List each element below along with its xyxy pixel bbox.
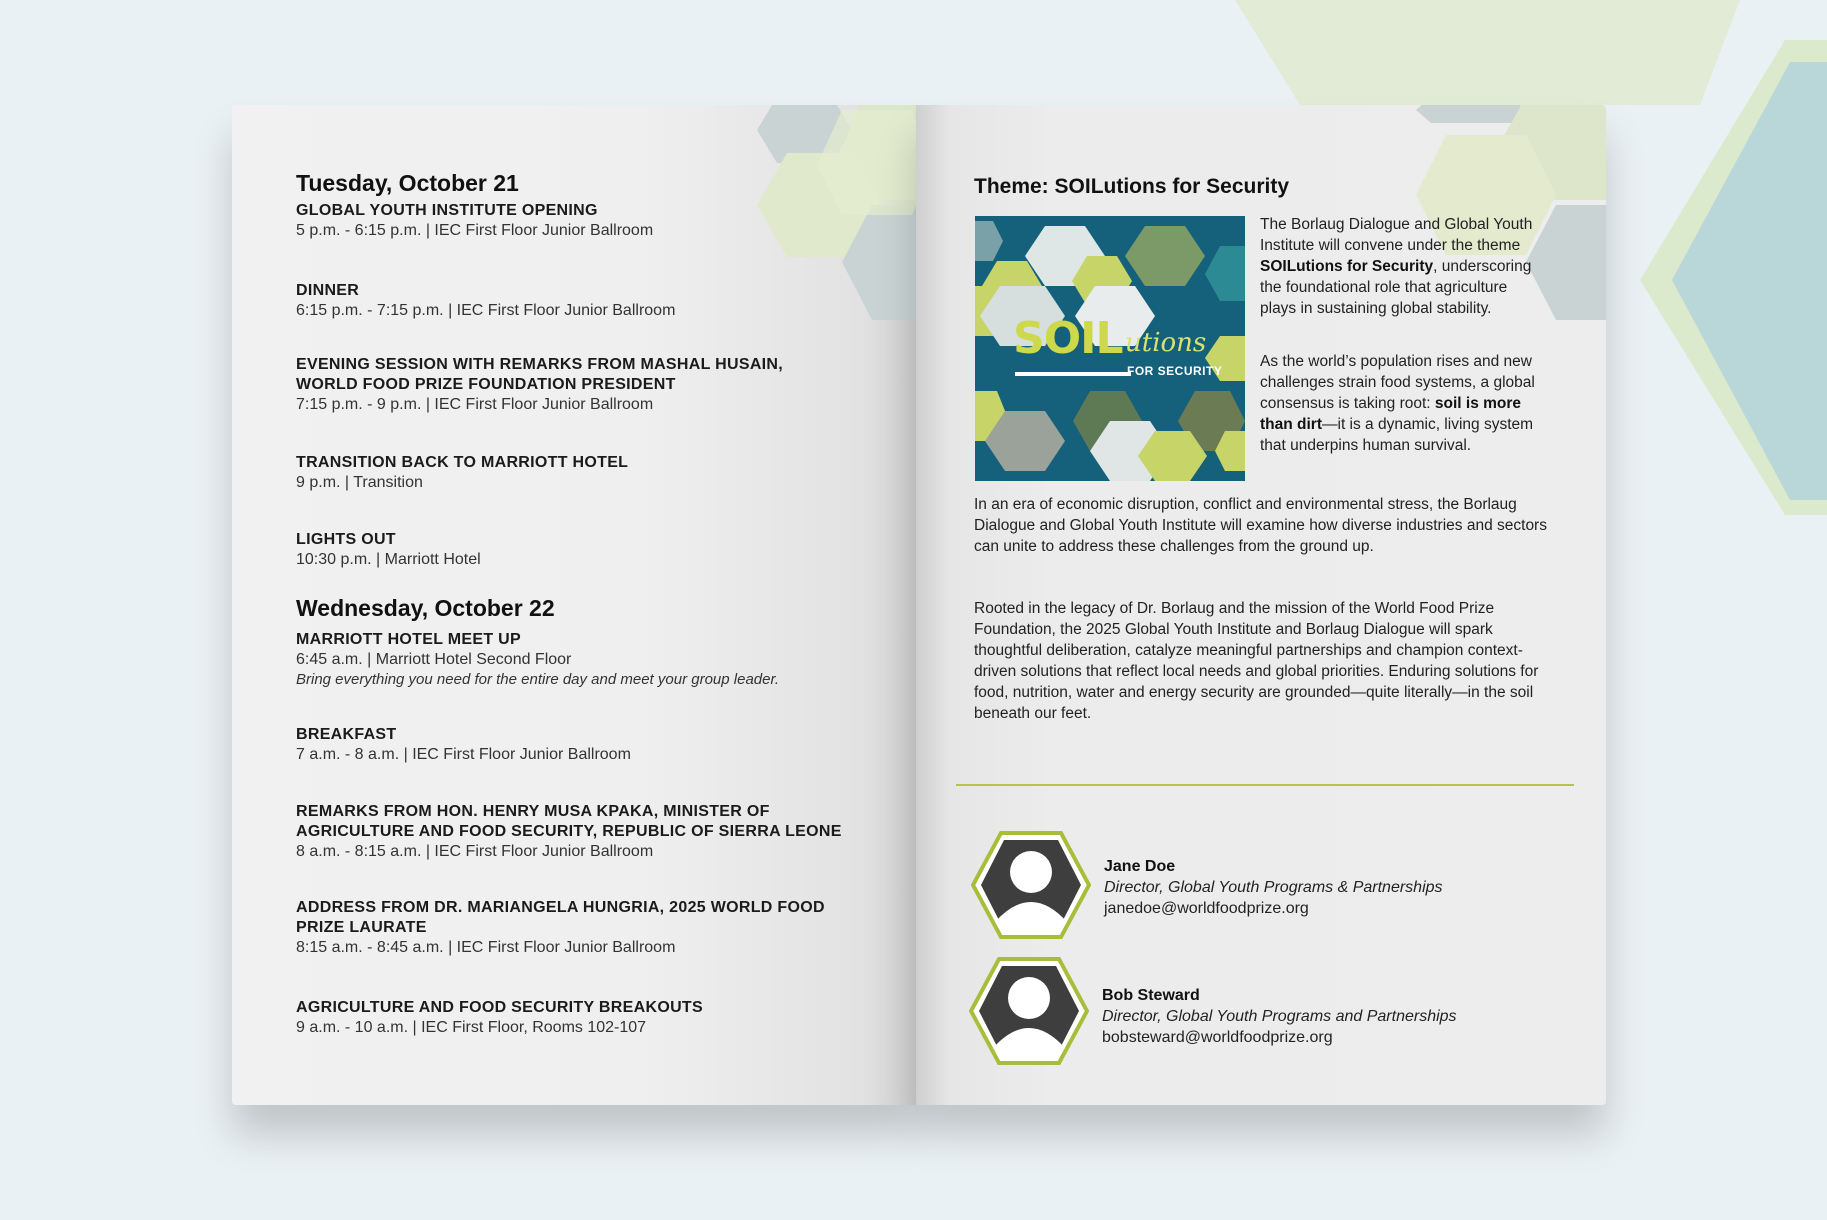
event-title: DINNER xyxy=(296,282,360,299)
theme-paragraph-1: The Borlaug Dialogue and Global Youth Institute will convene under the theme SOILutions for Security, underscoring the foundational role that agriculture plays in sustaining global stability. xyxy=(1260,216,1533,317)
theme-paragraph-4: Rooted in the legacy of Dr. Borlaug and the mission of the World Food Prize Foundation, the 2025 Global Youth Institute and Borlaug Dialogue will spark thoughtful deliberation, catalyze meaningful partnerships and champion context-driven solutions that reflect local needs and global priorities. Enduring solutions for food, nutrition, water and energy security are grounded—quite literally—in the soil beneath our feet. xyxy=(974,600,1539,722)
soil-logo-subtitle: FOR SECURITY xyxy=(1127,364,1223,378)
soilutions-theme-image xyxy=(975,216,1245,481)
agenda-event xyxy=(296,453,856,493)
agenda-event xyxy=(296,530,856,570)
event-time: 7 a.m. - 8 a.m. | IEC First Floor Junior Ballroom xyxy=(296,746,631,763)
avatar-placeholder-icon xyxy=(971,830,1091,940)
event-title: LIGHTS OUT xyxy=(296,531,396,548)
contact-role: Director, Global Youth Programs and Partnerships xyxy=(1102,1008,1457,1025)
agenda-page xyxy=(232,105,916,1105)
event-title: MARRIOTT HOTEL MEET UP xyxy=(296,631,521,648)
event-time: 9 a.m. - 10 a.m. | IEC First Floor, Rooms 102-107 xyxy=(296,1019,647,1036)
event-time: 10:30 p.m. | Marriott Hotel xyxy=(296,551,481,568)
event-time: 5 p.m. - 6:15 p.m. | IEC First Floor Junior Ballroom xyxy=(296,222,654,239)
emphasis-text: soil is more than dirt xyxy=(1260,395,1522,433)
soil-logo-word: SOIL xyxy=(1013,313,1123,364)
event-time: 6:15 p.m. - 7:15 p.m. | IEC First Floor Junior Ballroom xyxy=(296,302,676,319)
event-title: REMARKS FROM HON. HENRY MUSA KPAKA, MINISTER OF xyxy=(296,803,770,820)
agenda-event xyxy=(296,998,856,1038)
contact-email[interactable]: bobsteward@worldfoodprize.org xyxy=(1102,1029,1333,1046)
event-time: 9 p.m. | Transition xyxy=(296,474,423,491)
section-divider xyxy=(956,784,1574,786)
theme-page xyxy=(916,105,1606,1105)
event-title: AGRICULTURE AND FOOD SECURITY BREAKOUTS xyxy=(296,999,703,1016)
agenda-event xyxy=(296,630,856,690)
contact-role: Director, Global Youth Programs & Partnerships xyxy=(1104,879,1443,896)
contact-name: Bob Steward xyxy=(1102,987,1200,1004)
contact-email[interactable]: janedoe@worldfoodprize.org xyxy=(1104,900,1309,917)
event-title-line-2: PRIZE LAURATE xyxy=(296,919,427,936)
day-title-wednesday: Wednesday, October 22 xyxy=(296,595,555,621)
agenda-event xyxy=(296,802,856,862)
contact-name: Jane Doe xyxy=(1104,858,1176,875)
event-title-line-2: AGRICULTURE AND FOOD SECURITY, REPUBLIC OF SIERRA LEONE xyxy=(296,823,842,840)
contact-card xyxy=(1102,986,1572,1048)
soil-logo-suffix: utions xyxy=(1125,328,1207,358)
event-note: Bring everything you need for the entire day and meet your group leader. xyxy=(296,671,780,688)
event-title: ADDRESS FROM DR. MARIANGELA HUNGRIA, 2025 WORLD FOOD xyxy=(296,899,825,916)
event-title: BREAKFAST xyxy=(296,726,397,743)
event-title: EVENING SESSION WITH REMARKS FROM MASHAL HUSAIN, xyxy=(296,356,784,373)
event-time: 7:15 p.m. - 9 p.m. | IEC First Floor Junior Ballroom xyxy=(296,396,654,413)
event-time: 8 a.m. - 8:15 a.m. | IEC First Floor Junior Ballroom xyxy=(296,843,654,860)
emphasis-text: SOILutions for Security xyxy=(1260,258,1434,275)
agenda-event xyxy=(296,898,856,958)
theme-paragraph-2: As the world’s population rises and new challenges strain food systems, a global consensus is taking root: soil is more than dirt—it is a dynamic, living system that underpins human survival. xyxy=(1260,353,1535,454)
soil-logo-underline xyxy=(1015,372,1131,376)
agenda-event xyxy=(296,201,856,241)
event-title-line-2: WORLD FOOD PRIZE FOUNDATION PRESIDENT xyxy=(296,376,676,393)
theme-paragraph-3: In an era of economic disruption, conflict and environmental stress, the Borlaug Dialogue and Global Youth Institute will examine how diverse industries and sectors can unite to address these challenges from the ground up. xyxy=(974,496,1547,555)
contact-card xyxy=(1104,857,1574,919)
event-time: 8:15 a.m. - 8:45 a.m. | IEC First Floor Junior Ballroom xyxy=(296,939,676,956)
event-title: GLOBAL YOUTH INSTITUTE OPENING xyxy=(296,202,598,219)
event-time: 6:45 a.m. | Marriott Hotel Second Floor xyxy=(296,651,572,668)
agenda-event xyxy=(296,281,856,321)
avatar-placeholder-icon xyxy=(969,956,1089,1066)
agenda-event xyxy=(296,725,856,765)
agenda-event xyxy=(296,355,856,415)
day-title-tuesday: Tuesday, October 21 xyxy=(296,170,519,196)
theme-title: Theme: SOILutions for Security xyxy=(974,175,1290,198)
event-title: TRANSITION BACK TO MARRIOTT HOTEL xyxy=(296,454,629,471)
